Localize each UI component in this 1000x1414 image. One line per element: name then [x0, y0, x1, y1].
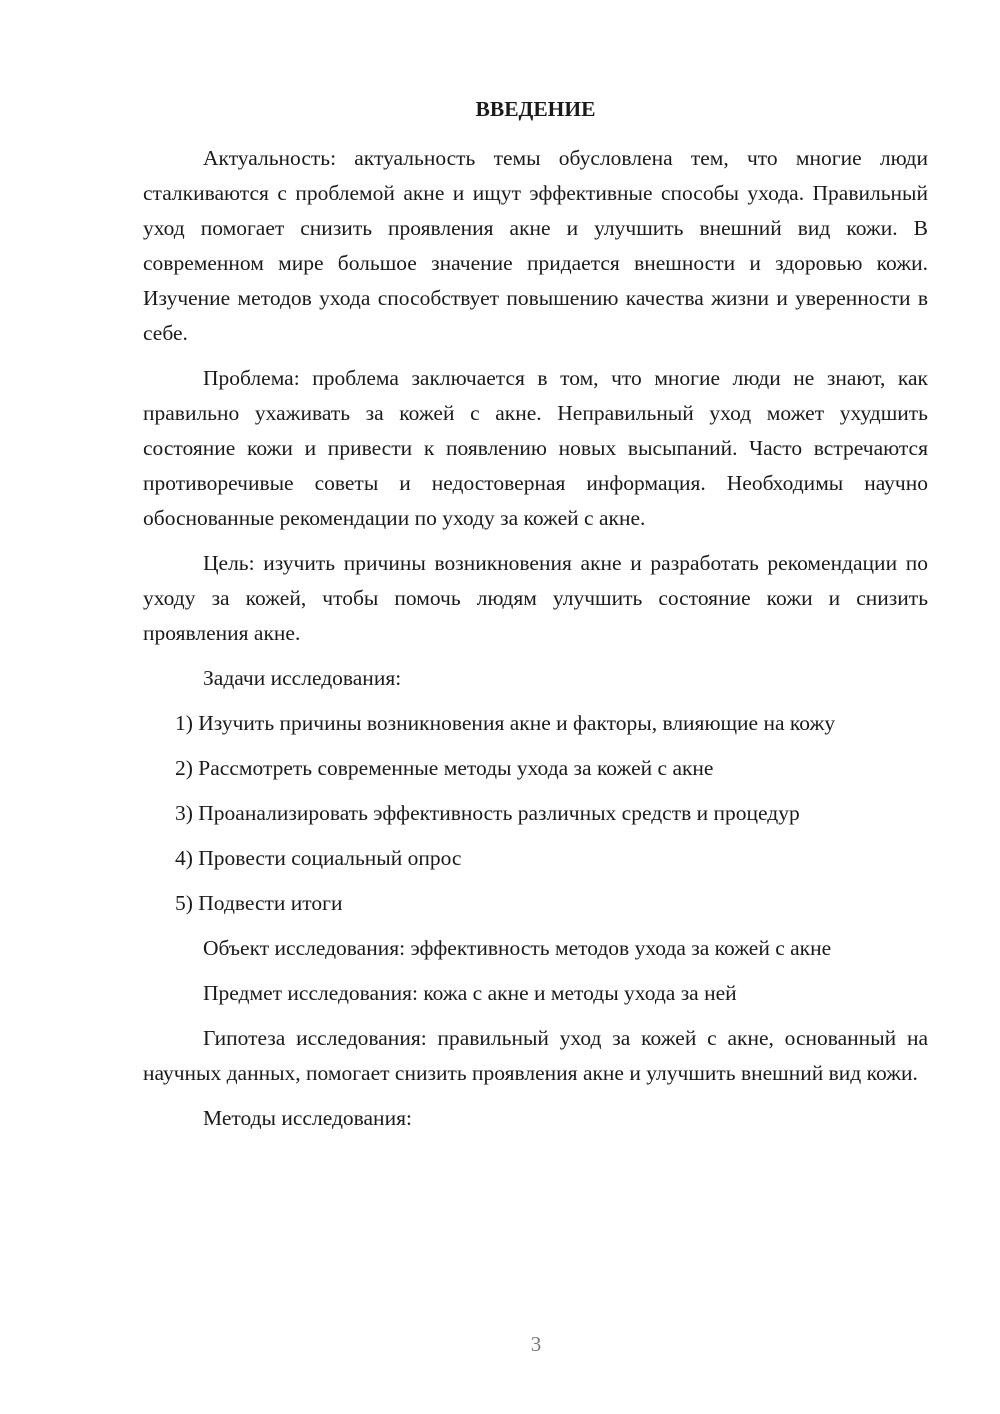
tasks-heading: Задачи исследования: — [203, 666, 402, 690]
task-item: 4) Провести социальный опрос — [175, 846, 462, 870]
document-page — [143, 92, 928, 1146]
task-item: 2) Рассмотреть современные методы ухода за кожей с акне — [175, 756, 714, 780]
page-title: ВВЕДЕНИЕ — [475, 97, 596, 121]
task-item: 1) Изучить причины возникновения акне и факторы, влияющие на кожу — [175, 711, 836, 735]
page-number: 3 — [530, 1332, 542, 1356]
subject-paragraph: Предмет исследования: кожа с акне и методы ухода за ней — [203, 981, 737, 1005]
methods-heading: Методы исследования: — [203, 1106, 412, 1130]
object-paragraph: Объект исследования: эффективность методов ухода за кожей с акне — [203, 936, 832, 960]
hypothesis-paragraph: Гипотеза исследования: правильный уход за кожей с акне, основанный на научных данных, помогает снизить проявления акне и улучшить внешний вид кожи. — [143, 1026, 928, 1085]
goal-paragraph: Цель: изучить причины возникновения акне и разработать рекомендации по уходу за кожей, чтобы помочь людям улучшить состояние кожи и снизить проявления акне. — [143, 551, 928, 645]
relevance-paragraph: Актуальность: актуальность темы обусловлена тем, что многие люди сталкиваются с проблемой акне и ищут эффективные способы ухода. Правильный уход помогает снизить проявления акне и улучшить внешний вид кожи. В современном мире большое значение придается внешности и здоровью кожи. Изучение методов ухода способствует повышению качества жизни и уверенности в себе. — [143, 146, 928, 345]
task-item: 3) Проанализировать эффективность различных средств и процедур — [175, 801, 800, 825]
task-item: 5) Подвести итоги — [175, 891, 343, 915]
problem-paragraph: Проблема: проблема заключается в том, что многие люди не знают, как правильно ухаживать за кожей с акне. Неправильный уход может ухудшить состояние кожи и привести к появлению новых высыпаний. Часто встречаются противоречивые советы и недостоверная информация. Необходимы научно обоснованные рекомендации по уходу за кожей с акне. — [143, 366, 928, 530]
